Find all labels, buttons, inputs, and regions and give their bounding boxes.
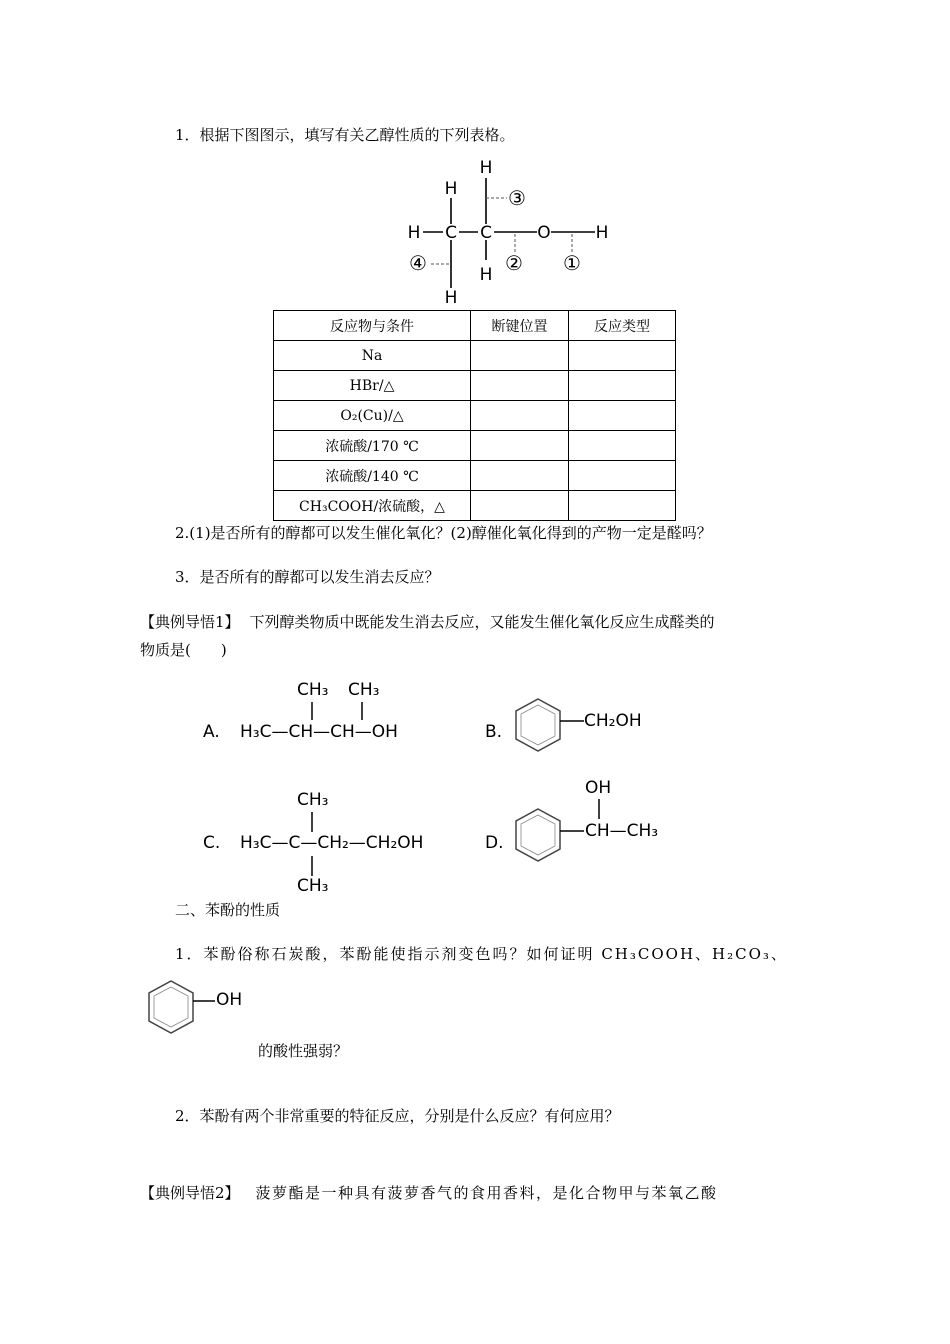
example-1-text: 下列醇类物质中既能发生消去反应，又能发生催化氧化反应生成醛类的 [249,613,715,631]
ethanol-structure-diagram [395,150,625,310]
option-d-label[interactable]: D. [485,833,504,853]
benzene-ring-icon [512,805,587,877]
reactant-cell: HBr/△ [274,371,471,401]
table-row [274,491,676,521]
benzene-ring-icon [512,695,587,767]
question-3: 3．是否所有的醇都可以发生消去反应？ [175,568,440,586]
reaction-type-cell[interactable] [569,431,676,461]
bond-label-2: ② [505,251,523,275]
table-row [274,461,676,491]
table-row [274,371,676,401]
carbon-1: C [445,223,457,243]
h-top-c2: H [479,158,493,178]
table-row [274,341,676,371]
reactant-cell: CH₃COOH/浓硫酸，△ [274,491,471,521]
example-1-line-2: 物质是( ) [140,641,227,659]
bond-position-cell[interactable] [471,461,569,491]
option-a-ch3-right: CH₃ [348,680,380,700]
question-2: 2.(1)是否所有的醇都可以发生催化氧化？(2)醇催化氧化得到的产物一定是醛吗？ [175,524,712,542]
phenol-question-2: 2．苯酚有两个非常重要的特征反应，分别是什么反应？有何应用？ [175,1107,620,1125]
table-header-row [274,311,676,341]
option-b-label[interactable]: B. [485,722,503,742]
h-hydroxyl: H [595,223,609,243]
option-a-bonds [300,700,370,722]
table-row [274,431,676,461]
bond-position-cell[interactable] [471,491,569,521]
reactant-cell: O₂(Cu)/△ [274,401,471,431]
section-2-heading: 二、苯酚的性质 [175,901,281,919]
option-d-formula: CH—CH₃ [585,821,659,841]
reactant-cell: 浓硫酸/140 ℃ [274,461,471,491]
h-left-c1: H [407,223,421,243]
option-a-label[interactable]: A. [203,722,220,742]
bond-label-4: ④ [409,251,427,275]
reaction-type-cell[interactable] [569,401,676,431]
table-row [274,401,676,431]
h-top-c1: H [444,179,458,199]
question-1: 1．根据下图图示，填写有关乙醇性质的下列表格。 [175,126,515,144]
example-2-tag: 【典例导悟2】 [140,1184,240,1202]
header-reaction-type: 反应类型 [569,311,676,341]
option-c-ch3-top: CH₃ [297,790,329,810]
example-1-tag: 【典例导悟1】 [140,613,240,631]
phenol-question-1: 1．苯酚俗称石炭酸，苯酚能使指示剂变色吗？如何证明 CH₃COOH、H₂CO₃、 [175,945,788,963]
example-2-line [140,1183,718,1203]
bond-position-cell[interactable] [471,371,569,401]
example-1-line-1 [140,612,715,632]
h-bottom-c1: H [444,288,458,308]
reaction-type-cell[interactable] [569,341,676,371]
phenol-ring-icon [145,975,225,1050]
bond-label-3: ③ [508,186,526,210]
option-a-ch3-left: CH₃ [297,680,329,700]
header-reactant: 反应物与条件 [274,311,471,341]
bond-label-1: ① [563,251,581,275]
carbon-2: C [480,223,492,243]
option-b-group: CH₂OH [584,711,642,731]
reactant-cell: Na [274,341,471,371]
option-c-ch3-bottom: CH₃ [297,876,329,896]
option-d-bond [590,797,610,821]
option-d-oh: OH [585,778,612,798]
bond-position-cell[interactable] [471,431,569,461]
bond-position-cell[interactable] [471,401,569,431]
phenol-question-1-cont: 的酸性强弱？ [258,1042,349,1060]
reaction-type-cell[interactable] [569,461,676,491]
bond-position-cell[interactable] [471,341,569,371]
h-bottom-c2: H [479,265,493,285]
oxygen: O [537,223,551,243]
reactant-cell: 浓硫酸/170 ℃ [274,431,471,461]
example-2-text: 菠萝酯是一种具有菠萝香气的食用香料，是化合物甲与苯氧乙酸 [255,1184,718,1202]
reaction-table [273,310,676,521]
option-a-formula: H₃C—CH—CH—OH [240,722,398,742]
reaction-type-cell[interactable] [569,371,676,401]
option-c-formula: H₃C—C—CH₂—CH₂OH [240,833,424,853]
phenol-oh: OH [216,990,243,1010]
option-c-label[interactable]: C. [203,833,221,853]
header-bond-position: 断键位置 [471,311,569,341]
reaction-type-cell[interactable] [569,491,676,521]
